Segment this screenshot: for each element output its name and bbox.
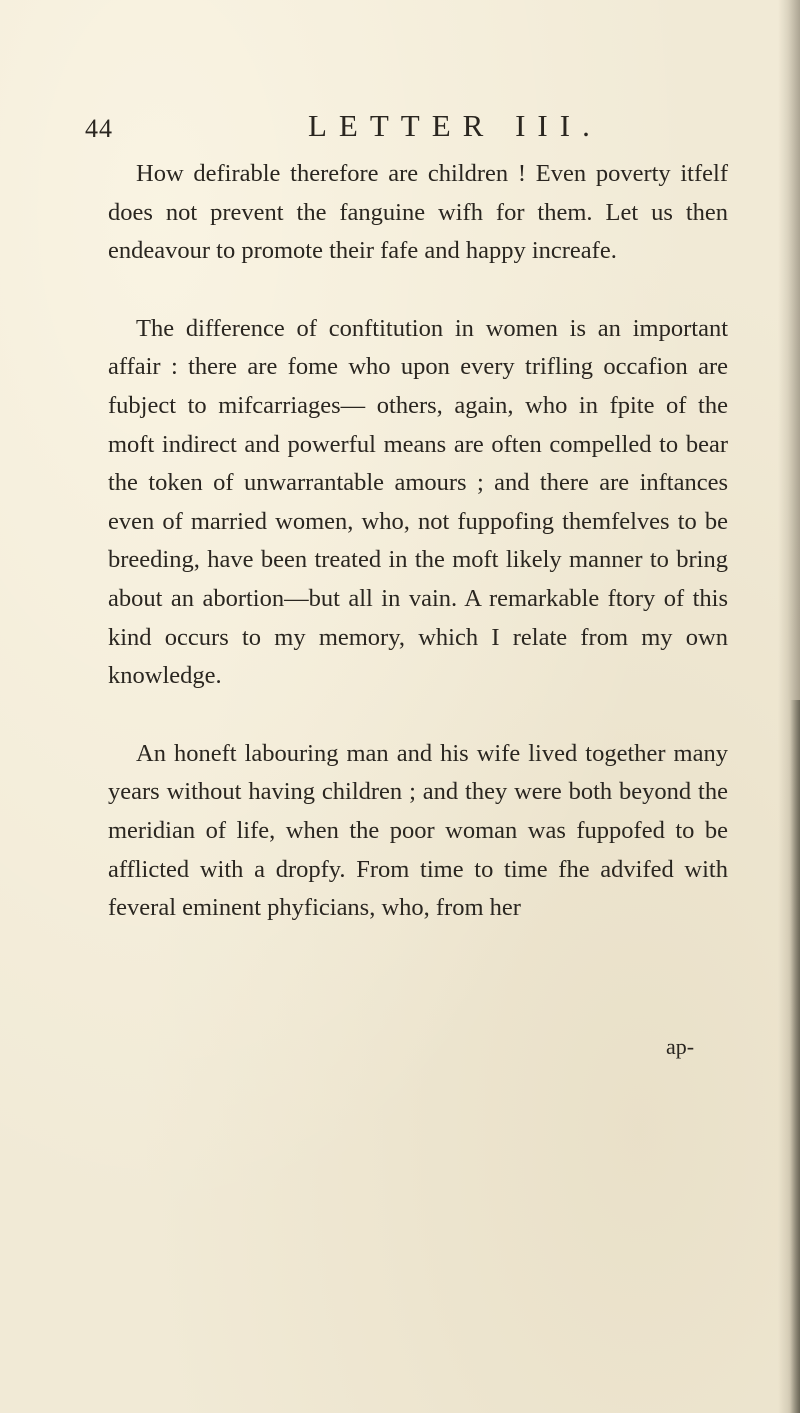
paragraph-3: An honeft labouring man and his wife lived together many years without having children ; and they were both beyond the meridian of life, when the poor woman was fuppofed to be afflicted with a dropfy. From time to time fhe advifed with feveral eminent phyficians, who, from her bbox=[108, 739, 728, 922]
catchword: ap- bbox=[666, 1034, 695, 1059]
page-edge-binding bbox=[790, 700, 800, 1413]
paragraph-1: How defirable therefore are children ! Even poverty itfelf does not prevent the fanguine wifh for them. Let us then endeavour to promote their fafe and happy increafe. bbox=[108, 160, 728, 265]
running-head: LETTER III. bbox=[308, 108, 602, 143]
paragraph-2: The difference of conftitution in women is an important affair : there are fome who upon every trifling occafion are fubject to mifcarriages— others, again, who in fpite of the moft indirect and powerful means are often compelled to bear the token of unwarrantable amours ; and there are inftances even of married women, who, not fuppofing themfelves to be breeding, have been treated in the moft likely manner to bring about an abortion—but all in vain. A remarkable ftory of this kind occurs to my memory, which I relate from my own knowledge. bbox=[108, 314, 728, 690]
page-header bbox=[85, 108, 725, 148]
body-text bbox=[108, 155, 728, 928]
page-number: 44 bbox=[85, 114, 113, 143]
